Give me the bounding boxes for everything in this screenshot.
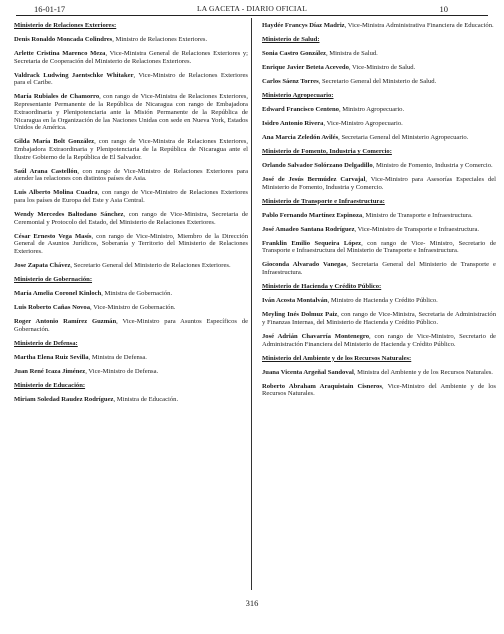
- section-heading: Ministerio de Salud:: [262, 36, 320, 43]
- official-name: César Ernesto Vega Masís: [14, 232, 92, 240]
- appointment-entry: [14, 138, 248, 161]
- section-heading: Ministerio de Hacienda y Crédito Público:: [262, 283, 382, 291]
- official-name: Ana Marcia Zeledón Avilés: [262, 134, 339, 141]
- official-position: , con rango de Vice-Ministro de Relaciones Exteriores para los países de Europa del Este y Asia Central.: [14, 189, 248, 205]
- appointment-entry: [262, 297, 496, 305]
- official-name: Luis Alberto Molina Cuadra: [14, 189, 98, 197]
- page-footer-number: 316: [245, 598, 259, 608]
- official-name: Juan René Icaza Jiménez: [14, 367, 86, 375]
- official-name: Haydée Francys Díaz Madriz: [262, 22, 345, 29]
- official-name: Wendy Mercedes Baltodano Sánchez: [14, 211, 124, 219]
- right-column: [262, 22, 496, 404]
- official-position: , con rango de Vice-Ministra, Secretaria de Ceremonial y Protocolo del Estado, del Ministerio de Relaciones Exteriores.: [14, 211, 248, 226]
- official-name: María Rubiales de Chamorro: [14, 93, 100, 101]
- appointment-entry: [262, 333, 496, 348]
- appointment-entry: [14, 211, 248, 226]
- appointment-entry: [262, 369, 496, 377]
- official-position: , Vice-Ministra General de Relaciones Exteriores y; Secretaria de Cooperación del Ministerio de Relaciones Exteriores.: [14, 50, 248, 65]
- official-position: , Vice-Ministro del Ambiente y de los Recursos Naturales.: [262, 382, 496, 398]
- column-divider: [251, 18, 252, 590]
- appointment-entry: [14, 93, 248, 132]
- official-position: , Ministro Agropecuario.: [338, 106, 405, 113]
- appointment-entry: [262, 78, 496, 86]
- official-position: , Secretario General del Ministerio de Relaciones Exteriores.: [70, 262, 231, 270]
- official-name: Miriam Soledad Raudez Rodríguez: [14, 395, 114, 403]
- official-name: José de Jesús Bermúdez Carvajal: [262, 176, 366, 183]
- official-position: , con rango de Vice-Ministro, Secretario de Administración Financiera del Ministerio de Hacienda y Crédito Público.: [262, 332, 496, 348]
- official-position: , Secretario General del Ministerio de Salud.: [318, 78, 437, 85]
- official-name: Denis Ronaldo Moncada Colindres: [14, 36, 113, 43]
- official-name: María Amelia Coronel Kinloch: [14, 290, 102, 298]
- official-position: , Ministra de Defensa.: [88, 353, 147, 361]
- appointment-entry: [14, 318, 248, 333]
- official-position: , Vice-Ministro de Defensa.: [85, 367, 159, 375]
- official-name: Roberto Abraham Araquistain Cisneros: [262, 382, 382, 390]
- official-position: , con rango de Vice- Ministro, Secretario de Transporte e Infraestructura del Ministerio de Transporte e Infraestructura.: [262, 239, 497, 255]
- official-position: , Vice-Ministro de Transporte e Infraestructura.: [354, 225, 480, 233]
- official-name: José Amadeo Santana Rodríguez: [262, 225, 355, 233]
- official-name: Gilda María Bolt González: [14, 138, 95, 146]
- appointment-entry: [14, 36, 248, 44]
- appointment-entry: [262, 212, 496, 220]
- appointment-entry: [262, 120, 496, 128]
- official-name: Jose Zapata Chávez: [14, 262, 71, 270]
- appointment-entry: [262, 134, 496, 142]
- official-position: , Ministra de Gobernación.: [101, 290, 173, 298]
- appointment-entry: [262, 64, 496, 72]
- official-name: José Adrián Chavarría Montenegro: [262, 332, 370, 340]
- official-position: , con rango de Vice-Ministra de Relaciones Exteriores, Embajadora Extraordinaria y Plenipotenciaria de la República de Nicaragua ante el Ilustre Gobierno de la República de El Salvador.: [14, 138, 248, 161]
- section-heading: Ministerio Agropecuario:: [262, 92, 334, 99]
- official-position: , Ministro de Fomento, Industria y Comercio.: [372, 162, 493, 169]
- official-position: , Ministra del Ambiente y de los Recursos Naturales.: [353, 368, 493, 376]
- section-heading: Ministerio de Educación:: [14, 381, 86, 389]
- appointment-entry: [262, 106, 496, 114]
- left-column: [14, 22, 248, 410]
- official-position: , con rango de Vice-Ministro, Miembro de la Dirección General de Asuntos Jurídicos, Soberanía y Territorio del Ministerio de Relaciones Exteriores.: [14, 232, 248, 256]
- official-position: , con rango de Vice-Ministra de Relaciones Exteriores, Representante Permanente de la República de Nicaragua con rango de Embajadora Extraordinaria y Plenipotenciaria ante la Misión Permanente de la República de Nicaragua en la Organización de las Naciones Unidas con sede en Nueva York, Estados Unidos de América.: [14, 93, 248, 132]
- official-position: , Secretaria General del Ministerio Agropecuario.: [338, 134, 469, 141]
- official-position: , Vice-Ministro de Salud.: [348, 64, 416, 71]
- appointment-entry: [262, 383, 496, 398]
- official-name: Isidro Antonio Rivera: [262, 120, 324, 127]
- section-heading: Ministerio de Transporte e Infraestructura:: [262, 197, 385, 205]
- header-title: LA GACETA - DIARIO OFICIAL: [196, 4, 307, 13]
- official-position: , Vice-Ministro para Asesorías Especiales del Ministerio de Fomento, Industria y Comercio.: [262, 176, 497, 191]
- official-name: Roger Antonio Ramírez Guzmán: [14, 318, 117, 326]
- appointment-entry: [14, 72, 248, 87]
- section-heading: Ministerio de Gobernación:: [14, 276, 93, 284]
- official-position: , con rango de Vice-Ministra, Secretaria de Administración y Finanzas Internas, del Ministerio de Hacienda y Crédito Público.: [262, 311, 496, 326]
- page-header: [16, 4, 488, 16]
- official-position: , Ministro de Relaciones Exteriores.: [112, 36, 208, 43]
- official-name: Orlando Salvador Solórzano Delgadillo: [262, 162, 373, 169]
- appointment-entry: [14, 262, 248, 270]
- official-name: Pablo Fernando Martínez Espinoza: [262, 211, 363, 219]
- appointment-entry: [14, 290, 248, 298]
- official-position: , Vice-Ministra Administrativa Financiera de Educación.: [344, 22, 494, 29]
- appointment-entry: [14, 168, 248, 183]
- appointment-entry: [14, 189, 248, 204]
- appointment-entry: [262, 261, 496, 276]
- official-name: Iván Acosta Montalván: [262, 297, 328, 305]
- appointment-entry: [14, 233, 248, 256]
- appointment-entry: [14, 304, 248, 312]
- section-heading: Ministerio de Defensa:: [14, 339, 78, 347]
- appointment-entry: [262, 311, 496, 326]
- official-position: , Secretaria General del Ministerio de Transporte e Infraestructura.: [262, 261, 496, 277]
- official-name: Franklin Emilio Sequeira López: [262, 239, 362, 247]
- official-name: Enrique Javier Beteta Acevedo: [262, 64, 349, 71]
- appointment-entry: [262, 240, 496, 255]
- official-position: , Ministra de Salud.: [325, 50, 378, 57]
- official-position: , Ministro de Hacienda y Crédito Público.: [327, 297, 438, 305]
- official-name: Luis Roberto Cañas Novoa: [14, 304, 91, 312]
- official-name: Martha Elena Ruiz Sevilla: [14, 353, 89, 361]
- official-name: Valdrack Ludwing Jaentschke Whitaker: [14, 71, 134, 79]
- appointment-entry: [14, 368, 248, 376]
- official-position: , Ministro de Transporte e Infraestructura.: [362, 211, 473, 219]
- appointment-entry: [262, 22, 496, 30]
- appointment-entry: [14, 354, 248, 362]
- appointment-entry: [262, 50, 496, 58]
- official-name: Sonia Castro González: [262, 50, 326, 57]
- header-page-number: 10: [439, 4, 448, 14]
- official-position: , Vice-Ministro Agropecuario.: [323, 120, 403, 127]
- section-heading: Ministerio del Ambiente y de los Recursos Naturales:: [262, 354, 412, 362]
- official-name: Meyling Inés Dolmuz Paiz: [262, 311, 338, 319]
- header-date: 16-01-17: [34, 4, 66, 14]
- appointment-entry: [262, 226, 496, 234]
- official-name: Juana Vicenta Argeñal Sandoval: [262, 368, 354, 376]
- section-heading: Ministerio de Relaciones Exteriores:: [14, 22, 117, 29]
- official-position: , con rango de Vice-Ministro de Relaciones Exteriores para atender las relaciones con distintos países de Asia.: [14, 167, 248, 183]
- official-name: Gioconda Alvarado Vanegas: [262, 261, 347, 269]
- official-position: , Vice-Ministro para Asuntos Específicos de Gobernación.: [14, 318, 248, 333]
- official-name: Carlos Sáenz Torres: [262, 78, 319, 85]
- appointment-entry: [14, 50, 248, 65]
- official-position: , Vice-Ministro de Relaciones Exteriores para el Caribe.: [14, 71, 248, 87]
- official-position: , Vice-Ministro de Gobernación.: [90, 304, 176, 312]
- appointment-entry: [262, 176, 496, 191]
- appointment-entry: [262, 162, 496, 170]
- official-name: Arlette Cristina Marenco Meza: [14, 50, 106, 57]
- official-name: Saúl Arana Castellón: [14, 167, 78, 175]
- appointment-entry: [14, 396, 248, 404]
- official-name: Edward Francisco Centeno: [262, 106, 339, 113]
- official-position: , Ministra de Educación.: [113, 395, 179, 403]
- section-heading: Ministerio de Fomento, Industria y Comercio:: [262, 148, 392, 155]
